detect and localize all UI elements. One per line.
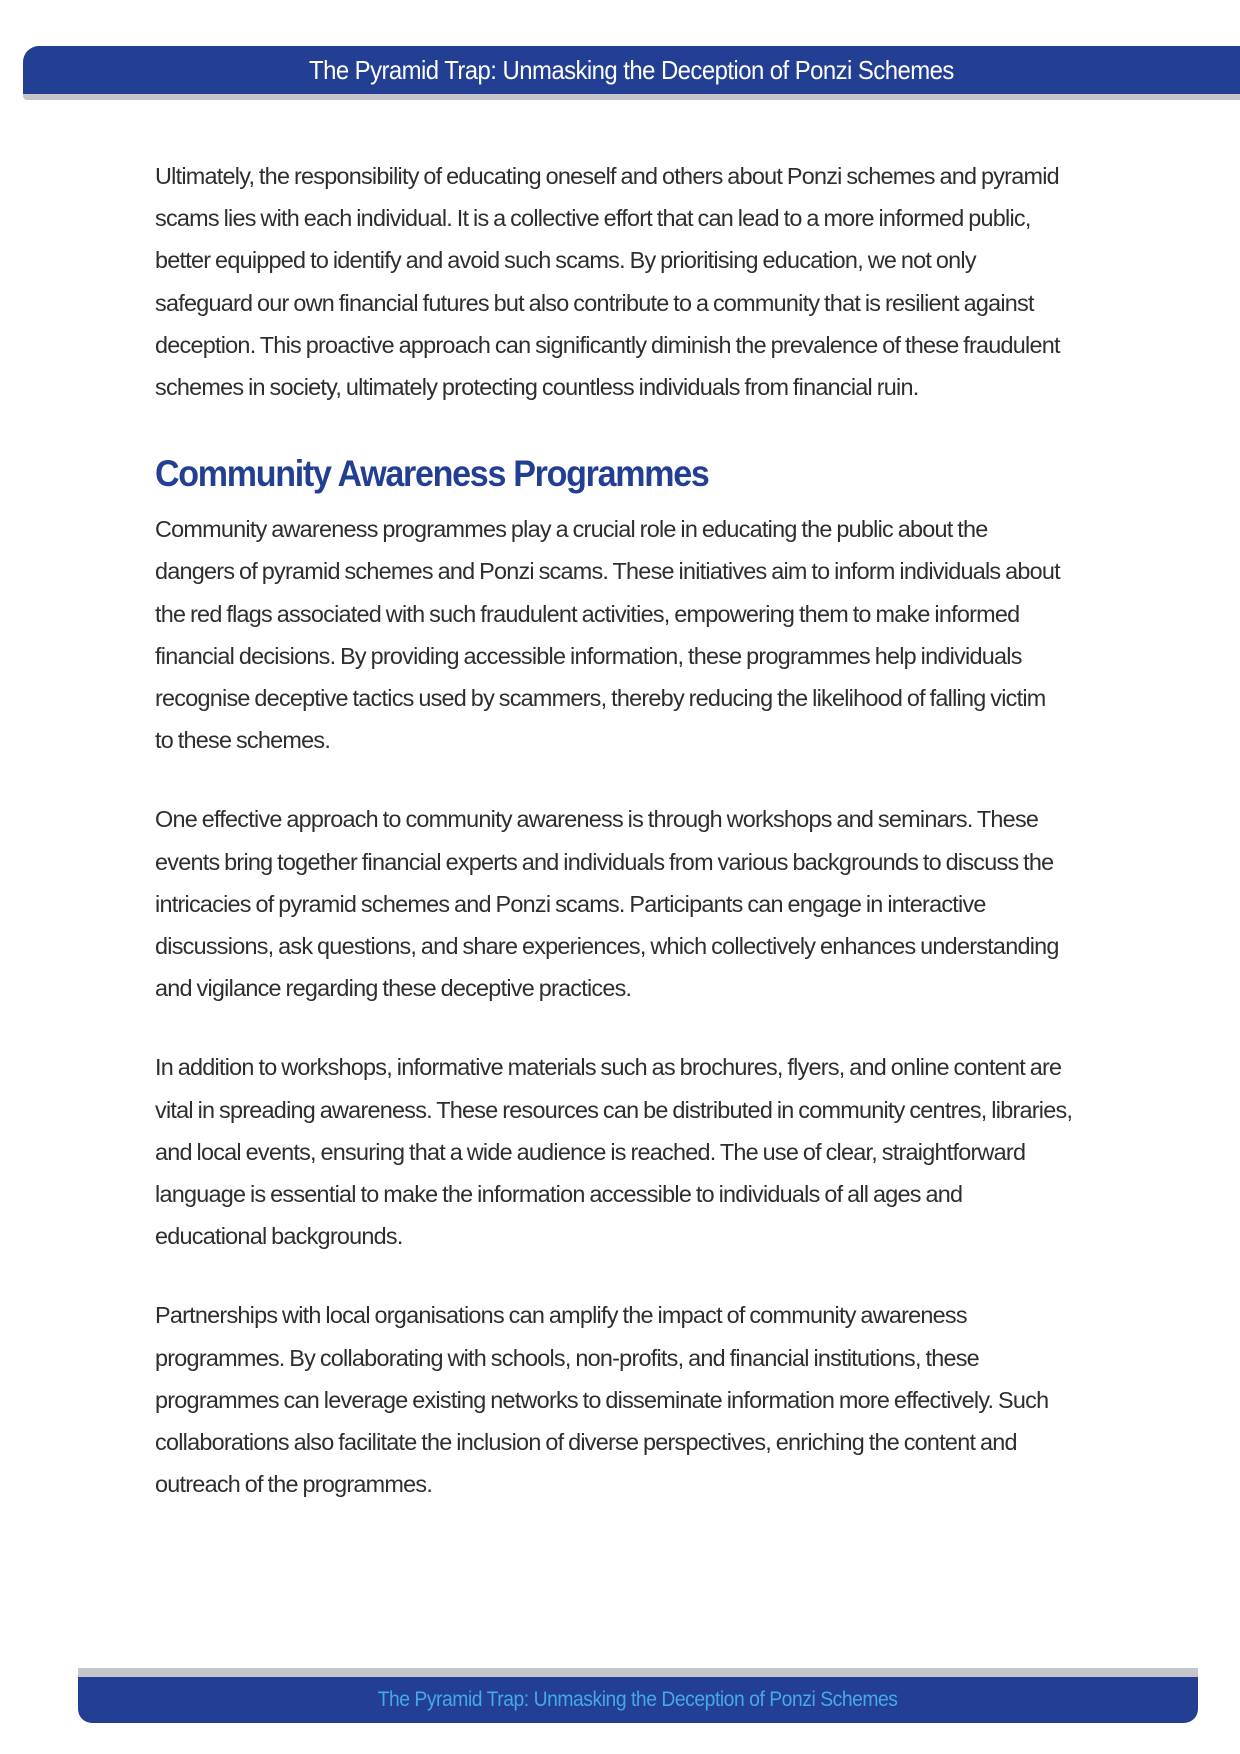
body-paragraph: One effective approach to community awareness is through workshops and seminars. These events bring together financial experts and individuals from various backgrounds to discuss the intricacies of pyramid schemes and Ponzi scams. Participants can engage in interactive discussions, ask questions, and share experiences, which collectively enhances understanding and vigilance regarding these deceptive practices. [155, 806, 1059, 1002]
section-heading: Community Awareness Programmes [155, 453, 709, 495]
footer-title: The Pyramid Trap: Unmasking the Deception of Ponzi Schemes [378, 1688, 898, 1711]
body-paragraph: Community awareness programmes play a crucial role in educating the public about the dangers of pyramid schemes and Ponzi scams. These initiatives aim to inform individuals about the red flags associated with such fraudulent activities, empowering them to make informed financial decisions. By providing accessible information, these programmes help individuals recognise deceptive tactics used by scammers, thereby reducing the likelihood of falling victim to these schemes. [155, 516, 1060, 754]
page-footer-banner [78, 1677, 1198, 1723]
body-paragraph: Partnerships with local organisations can amplify the impact of community awareness programmes. By collaborating with schools, non-profits, and financial institutions, these programmes can leverage existing networks to disseminate information more effectively. Such collaborations also facilitate the inclusion of diverse perspectives, enriching the content and outreach of the programmes. [155, 1302, 1049, 1498]
page-header-banner [23, 46, 1240, 94]
intro-paragraph: Ultimately, the responsibility of educating oneself and others about Ponzi schemes and pyramid scams lies with each individual. It is a collective effort that can lead to a more informed public, better equipped to identify and avoid such scams. By prioritising education, we not only safeguard our own financial futures but also contribute to a community that is resilient against deception. This proactive approach can significantly diminish the prevalence of these fraudulent schemes in society, ultimately protecting countless individuals from financial ruin. [155, 163, 1060, 401]
header-title: The Pyramid Trap: Unmasking the Deception of Ponzi Schemes [309, 54, 954, 85]
body-paragraph: In addition to workshops, informative materials such as brochures, flyers, and online content are vital in spreading awareness. These resources can be distributed in community centres, libraries, and local events, ensuring that a wide audience is reached. The use of clear, straightforward language is essential to make the information accessible to individuals of all ages and educational backgrounds. [155, 1054, 1073, 1250]
page-content [155, 155, 1095, 1505]
